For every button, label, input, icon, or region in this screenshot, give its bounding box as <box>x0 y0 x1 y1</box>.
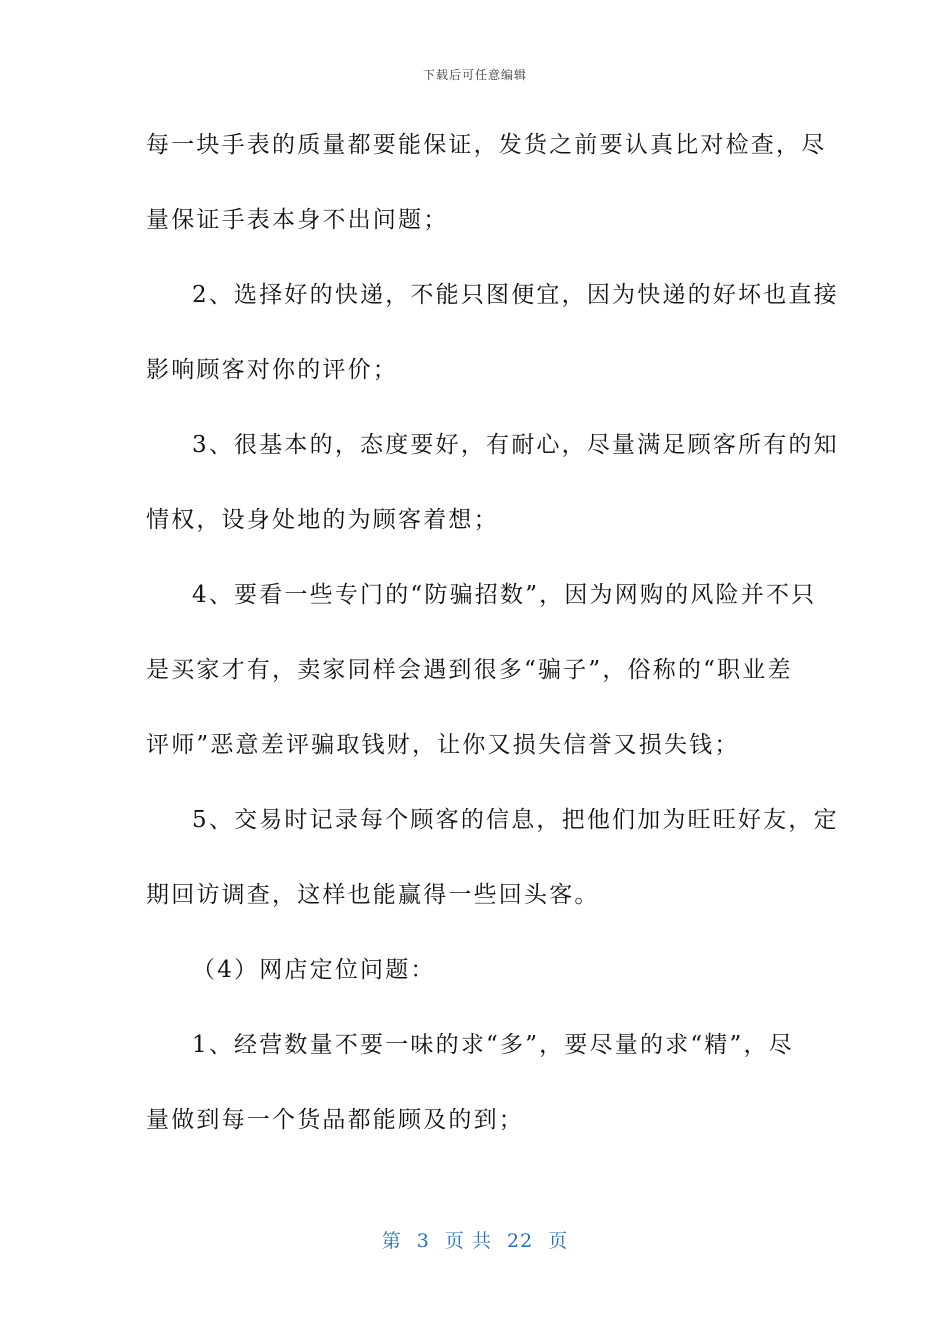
text-line: 1、经营数量不要一味的求“多”，要尽量的求“精”，尽 <box>192 1032 794 1058</box>
text-line: 5、交易时记录每个顾客的信息，把他们加为旺旺好友，定 <box>192 807 839 833</box>
text-line: 评师”恶意差评骗取钱财，让你又损失信誉又损失钱； <box>146 732 740 758</box>
page-footer <box>0 1226 950 1253</box>
section-heading: （4）网店定位问题： <box>192 957 436 983</box>
page-number: 3 <box>416 1230 430 1252</box>
text-line: 2、选择好的快递，不能只图便宜，因为快递的好坏也直接 <box>192 282 839 308</box>
text-line: 期回访调查，这样也能赢得一些回头客。 <box>146 882 600 908</box>
text-line: 情权，设身处地的为顾客着想； <box>146 507 499 533</box>
text-line: 4、要看一些专门的“防骗招数”，因为网购的风险并不只 <box>192 582 817 608</box>
total-pages: 22 <box>507 1230 534 1252</box>
text-line: 每一块手表的质量都要能保证，发货之前要认真比对检查，尽 <box>146 132 827 158</box>
text-line: 是买家才有，卖家同样会遇到很多“骗子”，俗称的“职业差 <box>146 657 793 683</box>
page-header-note: 下载后可任意编辑 <box>422 68 527 82</box>
text-line: 3、很基本的，态度要好，有耐心，尽量满足顾客所有的知 <box>192 432 839 458</box>
footer-suffix: 页 <box>548 1230 569 1252</box>
text-line: 量保证手表本身不出问题； <box>146 207 449 233</box>
footer-middle: 页 共 <box>444 1230 492 1252</box>
footer-prefix: 第 <box>381 1230 402 1252</box>
text-line: 量做到每一个货品都能顾及的到； <box>146 1107 524 1133</box>
text-line: 影响顾客对你的评价； <box>146 357 398 383</box>
